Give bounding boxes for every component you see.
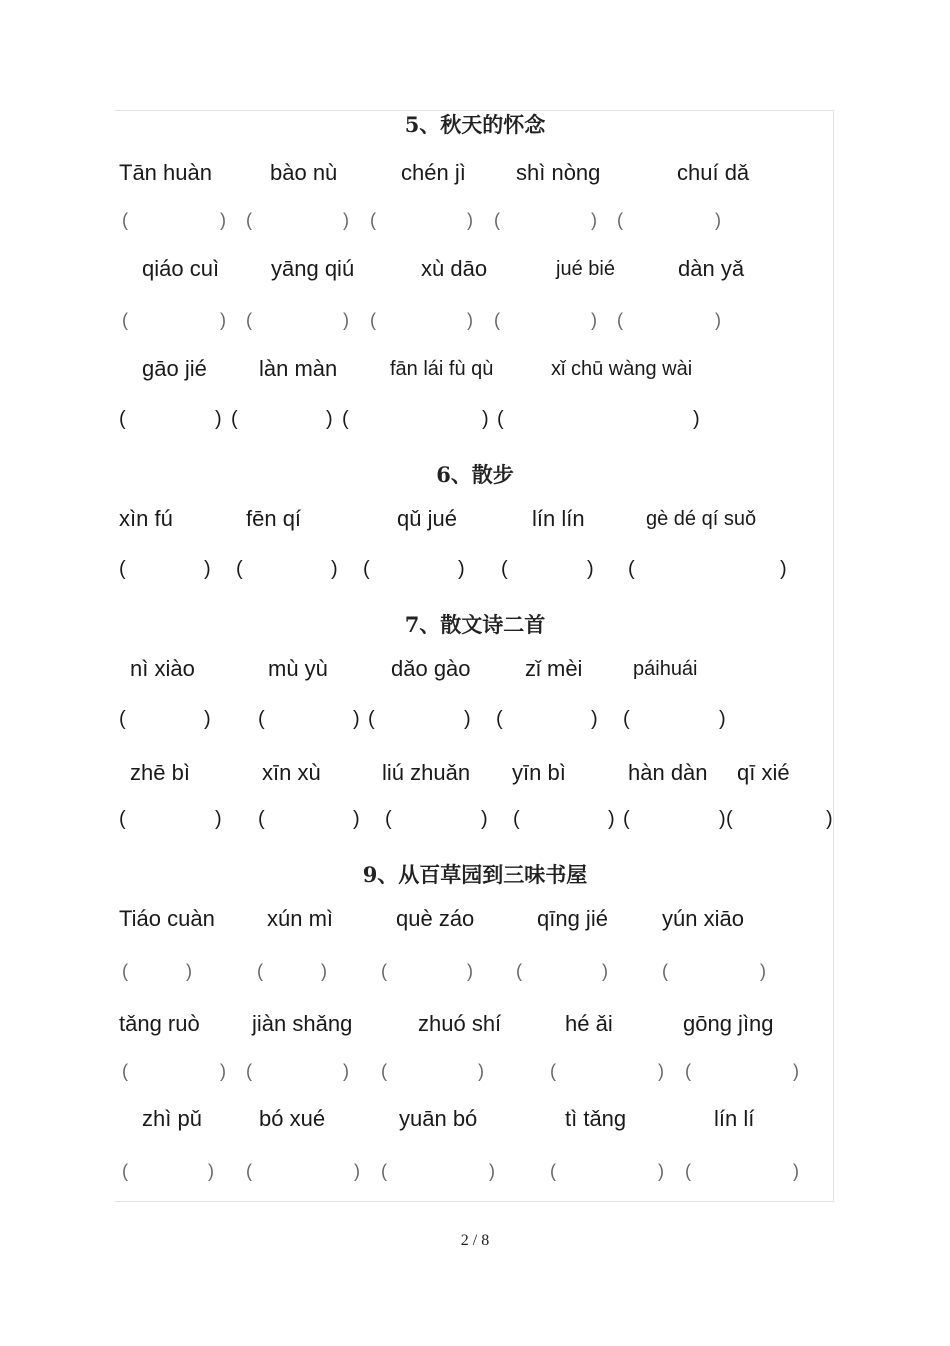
answer-close-paren: ) xyxy=(321,961,327,981)
answer-close-paren: ) xyxy=(715,210,721,230)
answer-open-paren: ( xyxy=(257,961,263,981)
answer-open-paren: ( xyxy=(550,1161,556,1181)
answer-open-paren: ( xyxy=(726,808,733,830)
pinyin-item: xīn xù xyxy=(262,760,321,785)
pinyin-item: lín lín xyxy=(532,506,585,531)
answer-open-paren: ( xyxy=(119,408,126,430)
pinyin-item: Tiáo cuàn xyxy=(119,906,215,931)
answer-close-paren: ) xyxy=(353,808,360,830)
pinyin-item: zǐ mèi xyxy=(525,656,583,681)
answer-open-paren: ( xyxy=(385,808,392,830)
pinyin-item: dǎo gào xyxy=(391,656,471,681)
answer-close-paren: ) xyxy=(467,210,473,230)
answer-open-paren: ( xyxy=(236,558,243,580)
answer-open-paren: ( xyxy=(122,310,128,330)
answer-close-paren: ) xyxy=(186,961,192,981)
pinyin-item: jiàn shǎng xyxy=(252,1011,353,1036)
answer-open-paren: ( xyxy=(258,708,265,730)
pinyin-item: dàn yǎ xyxy=(678,256,745,281)
answer-close-paren: ) xyxy=(204,708,211,730)
pinyin-item: què záo xyxy=(396,906,475,931)
answer-open-paren: ( xyxy=(685,1161,691,1181)
answer-open-paren: ( xyxy=(370,310,376,330)
pinyin-item: yún xiāo xyxy=(662,906,744,931)
answer-open-paren: ( xyxy=(513,808,520,830)
pinyin-item: páihuái xyxy=(633,658,698,680)
answer-close-paren: ) xyxy=(343,1061,349,1081)
answer-open-paren: ( xyxy=(246,210,252,230)
answer-close-paren: ) xyxy=(220,310,226,330)
answer-open-paren: ( xyxy=(662,961,668,981)
pinyin-item: gè dé qí suǒ xyxy=(646,508,757,530)
pinyin-item: jué bié xyxy=(556,258,615,280)
answer-close-paren: ) xyxy=(602,961,608,981)
pinyin-item: liú zhuǎn xyxy=(382,760,471,785)
answer-open-paren: ( xyxy=(623,808,630,830)
answer-open-paren: ( xyxy=(119,808,126,830)
pinyin-item: lín lí xyxy=(714,1106,755,1131)
pinyin-item: qī xié xyxy=(737,760,790,785)
answer-close-paren: ) xyxy=(658,1161,664,1181)
answer-open-paren: ( xyxy=(122,210,128,230)
pinyin-item: yāng qiú xyxy=(271,256,355,281)
answer-open-paren: ( xyxy=(342,408,349,430)
answer-open-paren: ( xyxy=(363,558,370,580)
pinyin-item: hàn dàn xyxy=(628,760,708,785)
pinyin-item: Tān huàn xyxy=(119,160,212,185)
answer-close-paren: ) xyxy=(715,310,721,330)
pinyin-item: qǔ jué xyxy=(397,506,457,531)
pinyin-item: zhē bì xyxy=(130,760,190,785)
answer-close-paren: ) xyxy=(719,808,726,830)
pinyin-item: chuí dǎ xyxy=(677,160,750,185)
pinyin-item: tì tǎng xyxy=(565,1106,627,1131)
answer-close-paren: ) xyxy=(343,310,349,330)
answer-close-paren: ) xyxy=(467,961,473,981)
answer-open-paren: ( xyxy=(246,1061,252,1081)
answer-open-paren: ( xyxy=(381,961,387,981)
answer-open-paren: ( xyxy=(119,558,126,580)
answer-close-paren: ) xyxy=(331,558,338,580)
section-title: 5、秋天的怀念 xyxy=(404,112,546,137)
answer-open-paren: ( xyxy=(617,210,623,230)
answer-close-paren: ) xyxy=(658,1061,664,1081)
answer-open-paren: ( xyxy=(381,1061,387,1081)
answer-close-paren: ) xyxy=(215,808,222,830)
answer-open-paren: ( xyxy=(122,961,128,981)
answer-close-paren: ) xyxy=(464,708,471,730)
answer-close-paren: ) xyxy=(587,558,594,580)
pinyin-item: nì xiào xyxy=(130,656,195,681)
pinyin-item: tǎng ruò xyxy=(119,1011,200,1036)
answer-close-paren: ) xyxy=(489,1161,495,1181)
pinyin-item: bào nù xyxy=(270,160,338,185)
answer-close-paren: ) xyxy=(478,1061,484,1081)
answer-close-paren: ) xyxy=(760,961,766,981)
answer-close-paren: ) xyxy=(793,1061,799,1081)
answer-close-paren: ) xyxy=(608,808,615,830)
answer-open-paren: ( xyxy=(494,210,500,230)
answer-close-paren: ) xyxy=(208,1161,214,1181)
answer-close-paren: ) xyxy=(467,310,473,330)
pinyin-item: yīn bì xyxy=(512,760,566,785)
pinyin-item: mù yù xyxy=(268,656,328,681)
pinyin-item: fān lái fù qù xyxy=(390,358,494,380)
pinyin-item: xìn fú xyxy=(119,506,173,531)
answer-close-paren: ) xyxy=(215,408,222,430)
answer-close-paren: ) xyxy=(343,210,349,230)
answer-close-paren: ) xyxy=(826,808,833,830)
answer-open-paren: ( xyxy=(258,808,265,830)
pinyin-item: xún mì xyxy=(267,906,334,931)
answer-close-paren: ) xyxy=(220,1061,226,1081)
answer-close-paren: ) xyxy=(458,558,465,580)
answer-open-paren: ( xyxy=(628,558,635,580)
pinyin-item: xù dāo xyxy=(421,256,488,281)
answer-open-paren: ( xyxy=(119,708,126,730)
answer-open-paren: ( xyxy=(550,1061,556,1081)
pinyin-item: xǐ chū wàng wài xyxy=(551,358,693,380)
answer-open-paren: ( xyxy=(497,408,504,430)
pinyin-item: shì nòng xyxy=(516,160,601,185)
pinyin-item: bó xué xyxy=(259,1106,326,1131)
pinyin-item: zhuó shí xyxy=(418,1011,502,1036)
pinyin-item: yuān bó xyxy=(399,1106,478,1131)
answer-close-paren: ) xyxy=(326,408,333,430)
answer-close-paren: ) xyxy=(220,210,226,230)
answer-open-paren: ( xyxy=(516,961,522,981)
answer-close-paren: ) xyxy=(353,708,360,730)
answer-close-paren: ) xyxy=(793,1161,799,1181)
answer-open-paren: ( xyxy=(501,558,508,580)
pinyin-item: zhì pǔ xyxy=(142,1106,202,1131)
answer-open-paren: ( xyxy=(246,1161,252,1181)
answer-close-paren: ) xyxy=(719,708,726,730)
pinyin-item: qiáo cuì xyxy=(142,256,220,281)
answer-open-paren: ( xyxy=(231,408,238,430)
answer-close-paren: ) xyxy=(204,558,211,580)
answer-close-paren: ) xyxy=(591,310,597,330)
answer-open-paren: ( xyxy=(685,1061,691,1081)
section-title: 9、从百草园到三味书屋 xyxy=(362,862,588,887)
pinyin-item: gāo jié xyxy=(142,356,207,381)
answer-close-paren: ) xyxy=(481,808,488,830)
answer-close-paren: ) xyxy=(482,408,489,430)
answer-close-paren: ) xyxy=(354,1161,360,1181)
pinyin-item: fēn qí xyxy=(246,506,302,531)
answer-open-paren: ( xyxy=(496,708,503,730)
answer-close-paren: ) xyxy=(693,408,700,430)
pinyin-item: chén jì xyxy=(401,160,466,185)
pinyin-item: làn màn xyxy=(259,356,338,381)
section-title: 7、散文诗二首 xyxy=(404,612,546,637)
answer-close-paren: ) xyxy=(591,210,597,230)
answer-open-paren: ( xyxy=(370,210,376,230)
answer-open-paren: ( xyxy=(623,708,630,730)
answer-open-paren: ( xyxy=(122,1161,128,1181)
pinyin-item: hé ǎi xyxy=(565,1011,613,1036)
section-title: 6、散步 xyxy=(436,462,514,487)
answer-open-paren: ( xyxy=(246,310,252,330)
answer-close-paren: ) xyxy=(780,558,787,580)
answer-open-paren: ( xyxy=(368,708,375,730)
answer-open-paren: ( xyxy=(122,1061,128,1081)
page-number: 2 / 8 xyxy=(460,1232,490,1249)
pinyin-item: qīng jié xyxy=(537,906,608,931)
answer-open-paren: ( xyxy=(381,1161,387,1181)
answer-open-paren: ( xyxy=(494,310,500,330)
answer-open-paren: ( xyxy=(617,310,623,330)
answer-close-paren: ) xyxy=(591,708,598,730)
pinyin-item: gōng jìng xyxy=(683,1011,774,1036)
